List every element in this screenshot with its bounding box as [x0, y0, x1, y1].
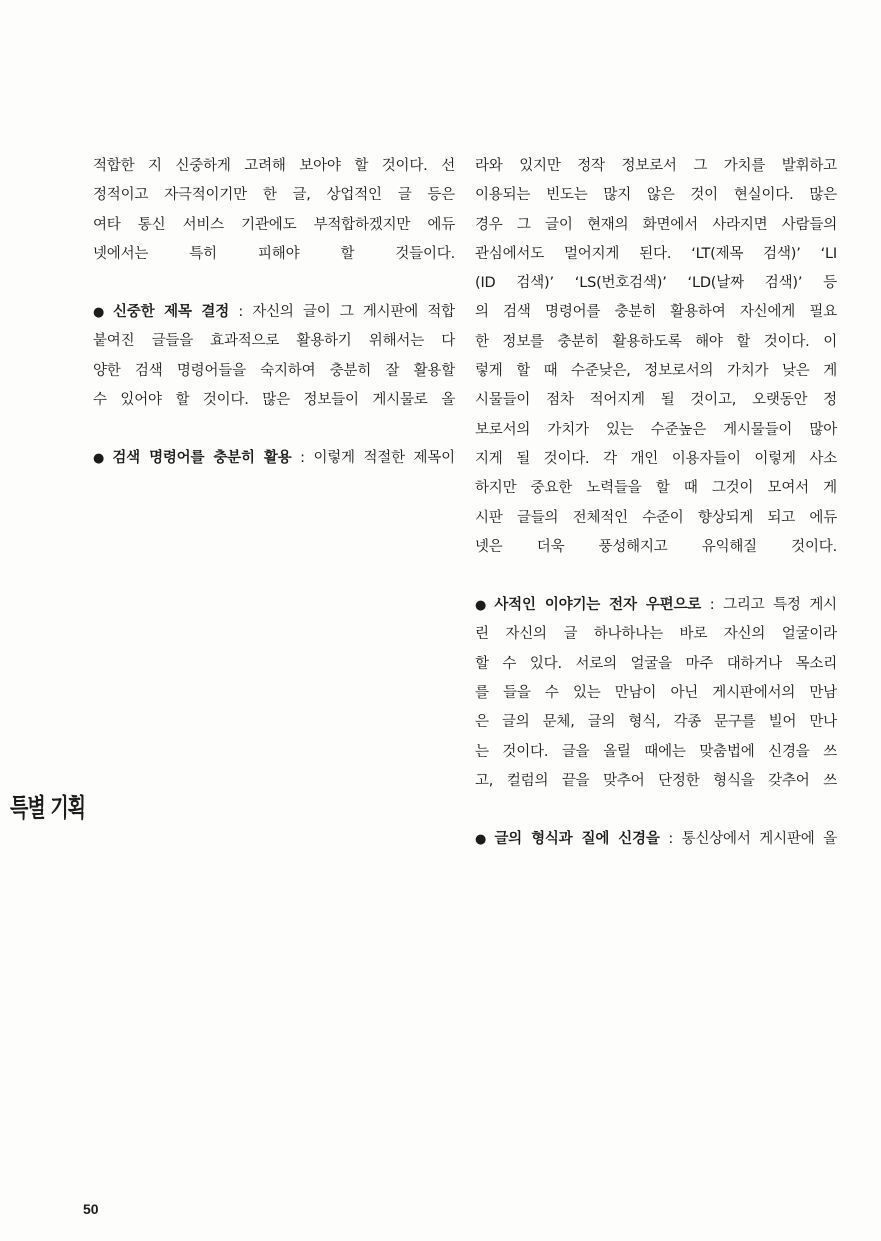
text-line: 은 글의 문체, 글의 형식, 각종 문구를 빌어 만나: [475, 714, 837, 731]
section-first-line: [93, 298, 455, 327]
bullet-icon: ●: [93, 305, 109, 321]
section-lead: : 자신의 글이 그 게시판에 적합: [238, 304, 455, 321]
text-line: 경우 그 글이 현재의 화면에서 사라지면 사람들의: [475, 216, 837, 233]
section-title-decision: [93, 298, 455, 415]
section-private-email: [475, 591, 837, 796]
bullet-icon: ●: [93, 451, 109, 467]
text-line: 를 들을 수 있는 만남이 아닌 게시판에서의 만남: [475, 685, 837, 702]
text-line: 하지만 중요한 노력들을 할 때 그것이 모여서 게: [475, 480, 837, 497]
text-lines: [475, 152, 837, 562]
text-line: 의 검색 명령어를 충분히 활용하여 자신에게 필요: [475, 304, 837, 321]
text-lines: [93, 327, 455, 415]
section-heading: 신중한 제목 결정: [113, 304, 230, 321]
section-lead: : 통신상에서 게시판에 올: [668, 831, 837, 848]
text-line: 고, 컬럼의 끝을 맞추어 단정한 형식을 갖추어 쓰: [475, 772, 837, 789]
bullet-icon: ●: [475, 832, 491, 848]
text-line: (ID 검색)’ ‘LS(번호검색)’ ‘LD(날짜 검색)’ 등: [475, 275, 837, 292]
text-lines: [475, 620, 837, 796]
text-line: 여타 통신 서비스 기관에도 부적합하겠지만 에듀: [93, 216, 455, 233]
section-search-commands: [93, 444, 455, 473]
text-line: 양한 검색 명령어들을 숙지하여 충분히 잘 활용할: [93, 362, 455, 379]
paragraph-intro: [93, 152, 455, 269]
section-lead: : 그리고 특정 게시: [709, 597, 837, 614]
text-line: 적합한 지 신중하게 고려해 보아야 할 것이다. 선: [93, 158, 455, 174]
text-line: 넷에서는 특히 피해야 할 것들이다.: [93, 245, 455, 262]
text-lines: [93, 152, 455, 269]
text-line: 정적이고 자극적이기만 한 글, 상업적인 글 등은: [93, 187, 455, 204]
text-line: 렇게 할 때 수준낮은, 정보로서의 가치가 낮은 게: [475, 363, 837, 380]
text-line: 붙여진 글들을 효과적으로 활용하기 위해서는 다: [93, 333, 455, 350]
text-line: 보로서의 가치가 있는 수준높은 게시물들이 많아: [475, 421, 837, 438]
left-column: [93, 152, 455, 474]
text-line: 할 수 있다. 서로의 얼굴을 마주 대하거나 목소리: [475, 655, 837, 672]
page-number: 50: [83, 1201, 99, 1217]
text-line: 시판 글들의 전체적인 수준이 향상되게 되고 에듀: [475, 509, 837, 526]
section-heading: 글의 형식과 질에 신경을: [494, 831, 660, 848]
text-line: 이용되는 빈도는 많지 않은 것이 현실이다. 많은: [475, 187, 837, 204]
text-line: 린 자신의 글 하나하나는 바로 자신의 얼굴이라: [475, 626, 837, 643]
section-lead: : 이렇게 적절한 제목이: [300, 450, 455, 467]
text-line: 라와 있지만 정작 정보로서 그 가치를 발휘하고: [475, 158, 837, 174]
text-line: 넷은 더욱 풍성해지고 유익해질 것이다.: [475, 538, 837, 555]
section-format-quality: [475, 825, 837, 854]
text-line: 는 것이다. 글을 올릴 때에는 맞춤법에 신경을 쓰: [475, 743, 837, 760]
side-section-label: 특별 기획: [10, 793, 86, 824]
text-line: 수 있어야 할 것이다. 많은 정보들이 게시물로 올: [93, 392, 455, 409]
text-line: 한 정보를 충분히 활용하도록 해야 할 것이다. 이: [475, 333, 837, 350]
section-first-line: [475, 591, 837, 620]
text-line: 시물들이 점차 적어지게 될 것이고, 오랫동안 정: [475, 392, 837, 409]
text-line: 지게 될 것이다. 각 개인 이용자들이 이렇게 사소: [475, 450, 837, 467]
right-column: [475, 152, 837, 855]
text-line: 관심에서도 멀어지게 된다. ‘LT(제목 검색)’ ‘LI: [475, 245, 837, 262]
paragraph-continued: [475, 152, 837, 562]
section-heading: 사적인 이야기는 전자 우편으로: [494, 597, 702, 614]
bullet-icon: ●: [475, 598, 491, 614]
section-first-line: [475, 825, 837, 854]
section-heading: 검색 명령어를 충분히 활용: [112, 450, 292, 467]
section-first-line: [93, 444, 455, 473]
